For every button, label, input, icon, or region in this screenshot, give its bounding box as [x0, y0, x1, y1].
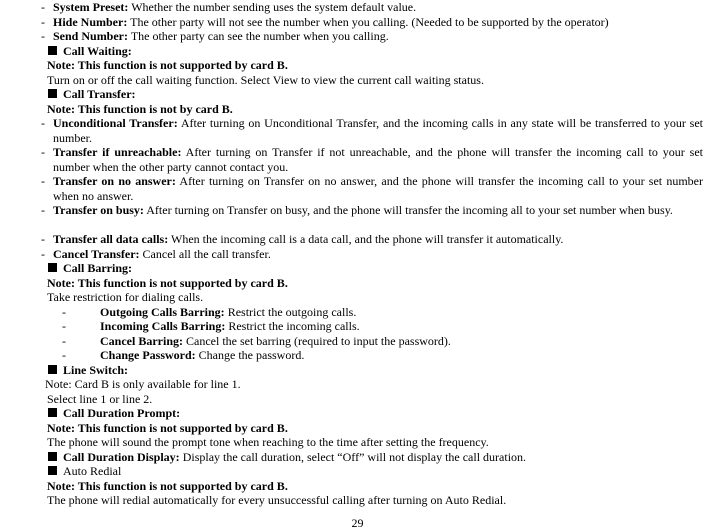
desc-call-duration-prompt: The phone will sound the prompt tone when reaching to the time after setting the frequency. — [47, 435, 489, 449]
item-text: Whether the number sending uses the system default value. — [131, 0, 417, 14]
desc-call-waiting: Turn on or off the call waiting function. Select View to view the current call waiting status. — [47, 72, 484, 87]
section-heading-call-transfer: Call Transfer: — [48, 87, 715, 102]
page-number: 29 — [351, 516, 364, 530]
section-heading-call-duration-prompt: Call Duration Prompt: — [48, 406, 715, 421]
desc-call-barring: Take restriction for dialing calls. — [47, 290, 204, 304]
item-label: Hide Number: — [53, 14, 128, 29]
desc-line-switch: Select line 1 or line 2. — [47, 391, 153, 406]
item-label: Send Number: — [53, 29, 129, 43]
item-unconditional-transfer: - Unconditional Transfer: After turning on Unconditional Transfer, and the incoming calls in any state will be transferred to your set number. — [41, 116, 703, 145]
section-heading-auto-redial: Auto Redial — [48, 464, 715, 479]
note-line-switch: Note: Card B is only available for line 1. — [45, 377, 241, 391]
section-heading-call-duration-display: Call Duration Display: Display the call duration, select “Off” will not display the call duration. — [48, 450, 715, 465]
square-bullet-icon — [48, 452, 57, 461]
square-bullet-icon — [48, 46, 57, 55]
square-bullet-icon — [48, 89, 57, 98]
item-label: System Preset: — [53, 0, 129, 14]
note-call-waiting: Note: This function is not supported by card B. — [47, 58, 288, 72]
square-bullet-icon — [48, 365, 57, 374]
item-text: The other party will not see the number when you calling. (Needed to be supported by the operator) — [130, 14, 609, 29]
section-heading-line-switch: Line Switch: — [48, 363, 715, 378]
item-transfer-no-answer: - Transfer on no answer: After turning on Transfer on no answer, and the phone will transfer the incoming call to your set number when no answer. — [41, 174, 703, 203]
item-text: The other party can see the number when you calling. — [130, 29, 389, 43]
desc-auto-redial: The phone will redial automatically for every unsuccessful calling after turning on Auto Redial. — [47, 493, 507, 507]
section-heading-call-waiting: Call Waiting: — [48, 44, 715, 59]
note-call-transfer: Note: This function is not by card B. — [47, 101, 233, 116]
section-heading-call-barring: Call Barring: — [48, 261, 715, 276]
note-auto-redial: Note: This function is not supported by card B. — [47, 478, 288, 493]
square-bullet-icon — [48, 263, 57, 272]
square-bullet-icon — [48, 408, 57, 417]
note-call-barring: Note: This function is not supported by card B. — [47, 275, 288, 290]
note-call-duration-prompt: Note: This function is not supported by card B. — [47, 420, 288, 435]
square-bullet-icon — [48, 466, 57, 475]
item-transfer-unreachable: - Transfer if unreachable: After turning on Transfer if not unreachable, and the phone will transfer the incoming call to your set number when the other party cannot contact you. — [41, 145, 703, 174]
document-page: - System Preset: Whether the number sending uses the system default value. - Hide Number: The other party will not see the number when you calling. (Needed to be supported by the operator) - Send Number: The other party can see the number when you calling. Call Waiting: Note: This function is not supported by card B. Turn on or off the call waiting function. Select View to view the current call waiting status. Call Transfer: Note: This function is not by card B. - Unconditional Transfer: After turning on Unconditional Transfer, and the incoming calls in any state will be transferred to your set number. - Transfer if unreachable: After turning on Transfer if not unreachable, and the phone will transfer the incoming call to your set number when the other party cannot contact you. - Transfer on no answer: After turning on Transfer on no answer, and the phone will transfer the incoming call to your set number when no answer. - Transfer on busy: After turning on Transfer on busy, and the phone will transfer the incoming all to your set number when busy. - Transfer all data calls: When the incoming call is a data call, and the phone will transfer it automatically. - Cancel Transfer: Cancel all the call transfer. Call Barring: Note: This function is not supported by card B. Take restriction for dialing calls. - Outgoing Calls Barring: Restrict the outgoing calls. - Incoming Calls Barring: Restrict the incoming calls. - Cancel Barring: Cancel the set barring (required to input the password). - Change Password: Change the password. Line Switch: Note: Card B is only available for line 1. Select line 1 or line 2. Call Duration Prompt: Note: This function is not supported by card B. The phone will sound the prompt tone when reaching to the time after setting the frequency. Call Duration Display: Display the call duration, select “Off” will not display the call duration. Auto Redial Note: This function is not supported by card B. The phone will redial automatically for every unsuccessful calling after turning on Auto Redial. 29 — [0, 0, 715, 528]
item-transfer-busy: - Transfer on busy: After turning on Transfer on busy, and the phone will transfer the incoming all to your set number when busy. — [41, 203, 673, 217]
